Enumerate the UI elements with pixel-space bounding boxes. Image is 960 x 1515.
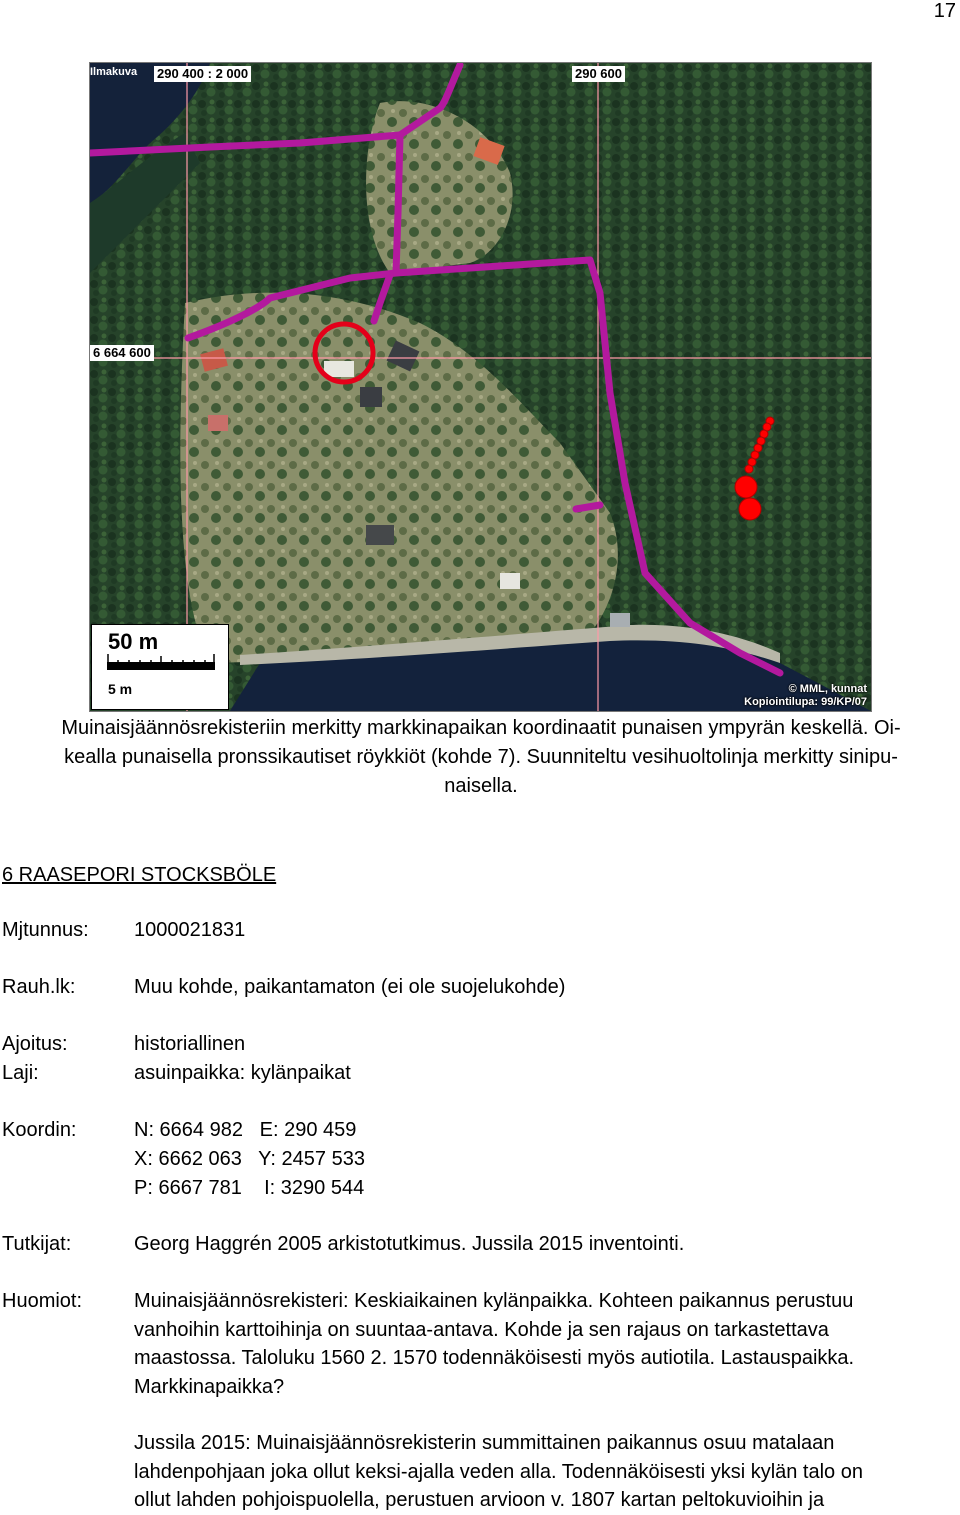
page-number: 17 [933, 0, 956, 22]
jussila-line: ollut lahden pohjoispuolella, perustuen arvioon v. 1807 kartan peltokuvioihin ja [134, 1489, 825, 1511]
koordin-line: P: 6667 781 I: 3290 544 [134, 1177, 365, 1199]
jussila-line: lahdenpohjaan joka ollut keksi-ajalla veden alla. Todennäköisesti yksi kylän talo on [134, 1460, 863, 1483]
huomiot-line: vanhoihin karttoihinja on suuntaa-antava. Kohde ja sen rajaus on tarkastettava [134, 1318, 829, 1341]
house-icon [360, 387, 382, 407]
figure-caption [10, 714, 952, 801]
huomiot-text [134, 1287, 954, 1401]
cairn-dot-icon [745, 465, 753, 473]
caption-line: kealla punaisella pronssikautiset röykkiöt (kohde 7). Suunniteltu vesihuoltolinja merkitty sinipu- [64, 746, 898, 768]
mjtunnus-label: Mjtunnus: [2, 919, 89, 941]
jussila-text [134, 1429, 954, 1515]
scale-bar [91, 624, 229, 710]
tutkijat-value: Georg Haggrén 2005 arkistotutkimus. Jussila 2015 inventointi. [134, 1233, 685, 1255]
huomiot-line: maastossa. Taloluku 1560 2. 1570 todennäköisesti myös autiotila. Lastauspaikka. [134, 1347, 855, 1369]
coord-label-top-right: 290 600 [572, 66, 625, 82]
ajoitus-label: Ajoitus: [2, 1033, 68, 1055]
map-copyright [744, 683, 867, 709]
aerial-photo [90, 63, 871, 711]
mjtunnus-value: 1000021831 [134, 919, 246, 941]
coord-label-left: 6 664 600 [90, 345, 154, 361]
house-icon [208, 415, 228, 431]
cairn-dot-icon [735, 476, 757, 498]
cairn-dot-icon [739, 498, 761, 520]
huomiot-line: Muinaisjäännösrekisteri: Keskiaikainen kylänpaikka. Kohteen paikannus perustuu [134, 1290, 854, 1312]
koordin-line: N: 6664 982 E: 290 459 [134, 1119, 357, 1141]
copyright-line-2: Kopiointilupa: 99/KP/07 [744, 696, 867, 708]
scale-major-label: 50 m [108, 629, 159, 654]
huomiot-line: Markkinapaikka? [134, 1375, 285, 1398]
rauh-value: Muu kohde, paikantamaton (ei ole suojelukohde) [134, 976, 566, 998]
huomiot-label: Huomiot: [2, 1290, 83, 1312]
laji-label: Laji: [2, 1062, 39, 1084]
house-icon [610, 613, 630, 627]
photo-source-label: Ilmakuva [90, 66, 138, 78]
copyright-line-1: © MML, kunnat [788, 683, 867, 695]
caption-line: naisella. [444, 775, 518, 797]
section-title: 6 RAASEPORI STOCKSBÖLE [2, 864, 277, 886]
scale-minor-label: 5 m [108, 681, 133, 697]
jussila-line: Jussila 2015: Muinaisjäännösrekisterin summittainen paikannus osuu matalaan [134, 1432, 835, 1454]
coord-label-top-left: 290 400 : 2 000 [154, 66, 251, 82]
ajoitus-value: historiallinen [134, 1033, 246, 1055]
tutkijat-label: Tutkijat: [2, 1233, 72, 1255]
scale-bar-fill [107, 662, 215, 670]
house-icon [366, 525, 394, 545]
caption-line: Muinaisjäännösrekisteriin merkitty markkinapaikan koordinaatit punaisen ympyrän keskellä. Oi- [61, 717, 901, 739]
koordin-label: Koordin: [2, 1119, 77, 1141]
laji-value: asuinpaikka: kylänpaikat [134, 1062, 351, 1084]
aerial-map [89, 62, 872, 712]
koordin-line: X: 6662 063 Y: 2457 533 [134, 1148, 365, 1170]
rauh-label: Rauh.lk: [2, 976, 76, 998]
house-icon [500, 573, 520, 589]
